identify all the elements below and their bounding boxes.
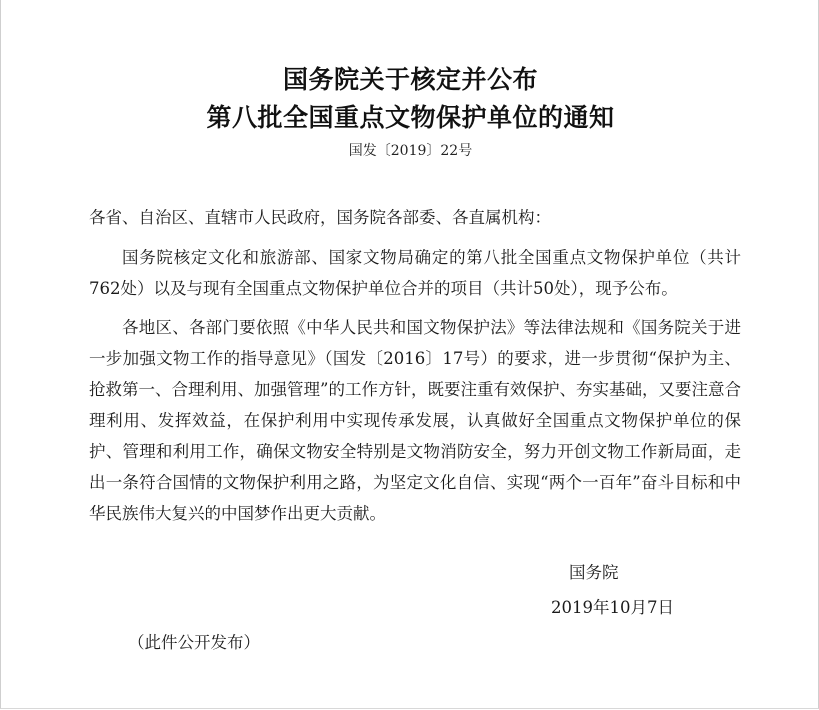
document-number: 国发〔2019〕22号 — [348, 143, 473, 159]
document-title-line2: 第八批全国重点文物保护单位的通知 — [206, 103, 615, 132]
paragraph-1: 国务院核定文化和旅游部、国家文物局确定的第八批全国重点文物保护单位（共计762处）以及与现有全国重点文物保护单位合并的项目（共计50处），现予公布。 — [89, 248, 741, 298]
salutation: 各省、自治区、直辖市人民政府，国务院各部委、各直属机构： — [89, 208, 551, 227]
paragraph-2: 各地区、各部门要依照《中华人民共和国文物保护法》等法律法规和《国务院关于进一步加强文物工作的指导意见》（国发〔2016〕17号）的要求，进一步贯彻“保护为主、抢救第一、合理利用、加强管理”的工作方针，既要注重有效保护、夯实基础，又要注意合理利用、发挥效益，在保护利用中实现传承发展，认真做好全国重点文物保护单位的保护、管理和利用工作，确保文物安全特别是文物消防安全，努力开创文物工作新局面，走出一条符合国情的文物保护利用之路，为坚定文化自信、实现“两个一百年”奋斗目标和中华民族伟大复兴的中国梦作出更大贡献。 — [89, 318, 741, 523]
paragraph-1-block — [89, 242, 741, 304]
publication-note: （此件公开发布） — [128, 633, 260, 652]
signature-organization: 国务院 — [569, 563, 619, 582]
signature-date: 2019年10月7日 — [551, 598, 674, 617]
paragraph-2-block — [89, 312, 741, 529]
document-title-line1: 国务院关于核定并公布 — [282, 65, 538, 94]
